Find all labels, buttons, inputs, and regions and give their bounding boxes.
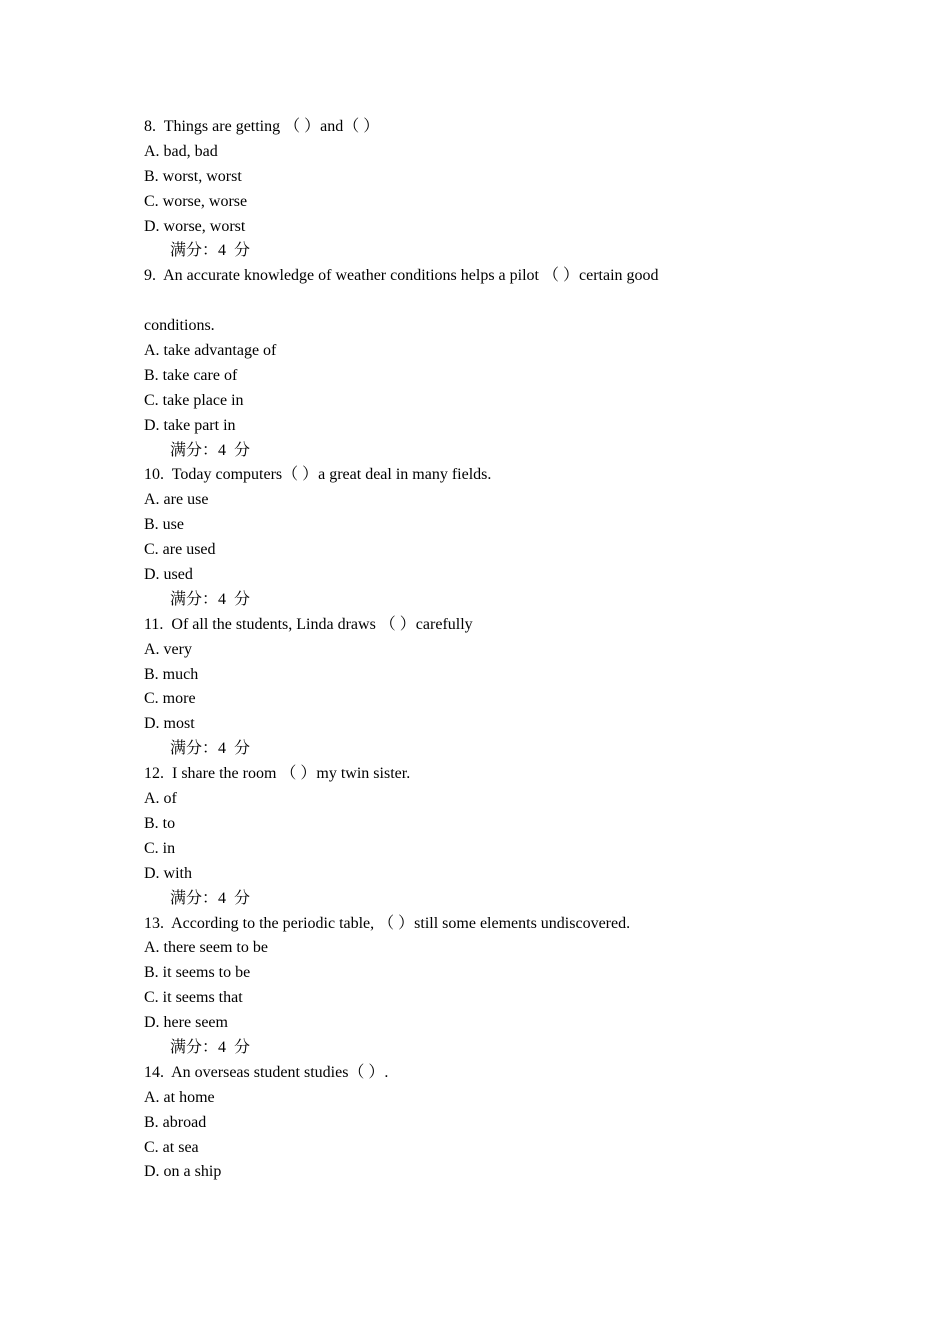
question-11-option-d: D. most (144, 715, 195, 733)
question-10-stem: 10. Today computers（ ）a great deal in many fields. (144, 466, 492, 484)
question-12-option-a: A. of (144, 790, 177, 808)
question-14-option-d: D. on a ship (144, 1163, 222, 1181)
question-9-option-b: B. take care of (144, 366, 238, 384)
question-9-option-d: D. take part in (144, 416, 236, 434)
question-10-score: 满分：4 分 (170, 590, 251, 608)
question-13-stem: 13. According to the periodic table, （ ）still some elements undiscovered. (144, 914, 631, 932)
question-13-option-c: C. it seems that (144, 989, 243, 1007)
question-14-stem: 14. An overseas student studies（ ）. (144, 1063, 389, 1081)
question-12-stem: 12. I share the room （ ）my twin sister. (144, 765, 411, 783)
question-12-option-d: D. with (144, 864, 192, 882)
question-9-stem-continuation: conditions. (144, 317, 215, 335)
question-13-score: 满分：4 分 (170, 1038, 251, 1056)
question-11-option-c: C. more (144, 690, 196, 708)
question-8-option-a: A. bad, bad (144, 142, 218, 160)
question-9-score: 满分：4 分 (170, 441, 251, 459)
question-8-option-d: D. worse, worst (144, 217, 246, 235)
question-14-option-b: B. abroad (144, 1113, 207, 1131)
question-13-option-d: D. here seem (144, 1014, 228, 1032)
question-14-option-c: C. at sea (144, 1138, 199, 1156)
blank-line (144, 289, 844, 314)
question-11-stem: 11. Of all the students, Linda draws （ ）carefully (144, 615, 473, 633)
question-9-stem: 9. An accurate knowledge of weather conditions helps a pilot （ ）certain good (144, 267, 659, 285)
question-9-option-a: A. take advantage of (144, 342, 277, 360)
question-13-option-a: A. there seem to be (144, 939, 268, 957)
question-12-option-c: C. in (144, 839, 176, 857)
question-11-score: 满分：4 分 (170, 740, 251, 758)
question-12-option-b: B. to (144, 814, 176, 832)
question-10-option-c: C. are used (144, 541, 216, 559)
question-8-option-c: C. worse, worse (144, 192, 248, 210)
question-11-option-b: B. much (144, 665, 199, 683)
question-14-option-a: A. at home (144, 1088, 215, 1106)
document-page (144, 115, 844, 1185)
question-10-option-b: B. use (144, 516, 184, 534)
question-8-score: 满分：4 分 (170, 242, 251, 260)
question-9-option-c: C. take place in (144, 391, 244, 409)
question-10-option-d: D. used (144, 566, 193, 584)
question-11-option-a: A. very (144, 640, 192, 658)
question-8-option-b: B. worst, worst (144, 167, 242, 185)
question-13-option-b: B. it seems to be (144, 964, 251, 982)
question-8-stem: 8. Things are getting （ ）and（ ） (144, 118, 380, 135)
question-10-option-a: A. are use (144, 491, 209, 509)
question-12-score: 满分：4 分 (170, 889, 251, 907)
